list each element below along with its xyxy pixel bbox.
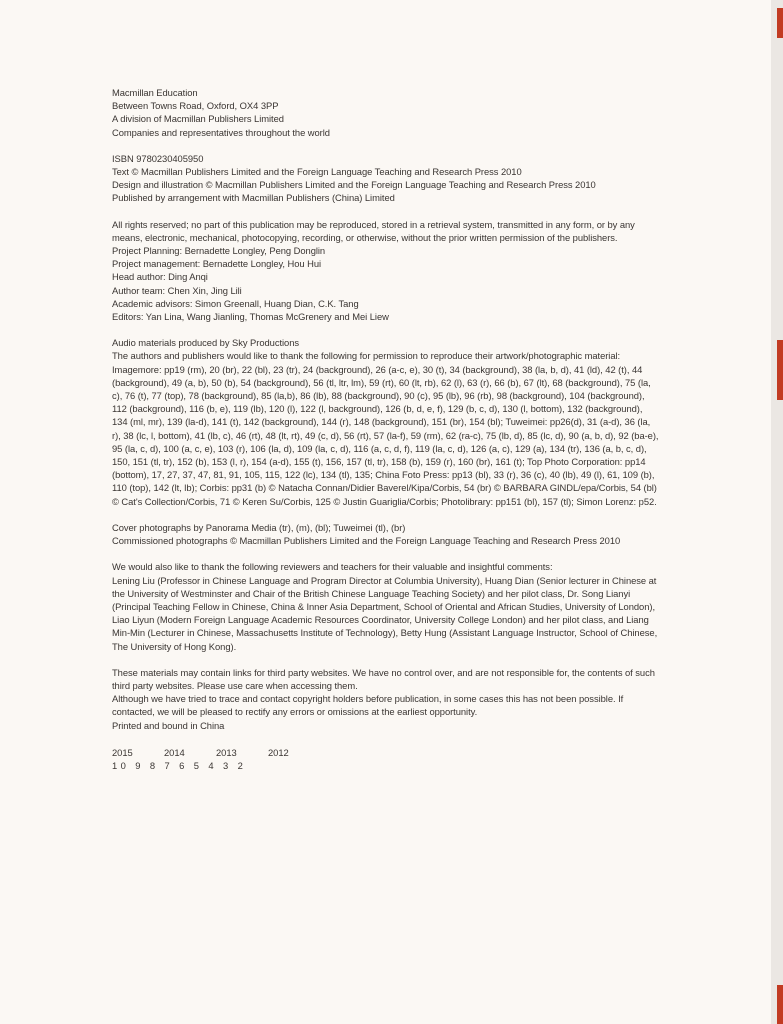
copyright-line: Text © Macmillan Publishers Limited and the Foreign Language Teaching and Research Press 2010	[112, 166, 522, 178]
publisher-line: Companies and representatives throughout the world	[112, 126, 330, 138]
credits-block	[112, 244, 660, 323]
credit-line: Author team: Chen Xin, Jing Lili	[112, 284, 242, 296]
copyright-page	[112, 86, 660, 772]
audio-credit: Audio materials produced by Sky Productions	[112, 337, 300, 349]
edge-tab-middle	[777, 340, 783, 400]
page-edge	[771, 0, 783, 1024]
copyright-line: Design and illustration © Macmillan Publishers Limited and the Foreign Language Teaching and Research Press 2010	[112, 179, 596, 191]
reviewers-intro: We would also like to thank the following reviewers and teachers for their valuable and insightful comments:	[112, 561, 553, 573]
photo-credits: Imagemore: pp19 (rm), 20 (br), 22 (bl), 23 (tr), 24 (background), 26 (a-c, e), 30 (t), 34 (background), 38 (la, b, d), 41 (ld), 42 (t), 44 (background), 49 (a, b), 50 (b), 54 (background), 56 (tl, ltr, lm), 59 (rt), 60 (lt, rb), 62 (l), 63 (r), 66 (b), 67 (lt), 68 (background), 75 (la, c), 76 (t), 77 (top), 78 (background), 85 (la,b), 86 (lb), 88 (background), 90 (c), 95 (lb), 96 (rb), 98 (background), 104 (background), 112 (background), 116 (b, e), 119 (lb), 120 (l), 122 (l, background), 126 (b, d, e, f), 129 (b, c, d), 130 (l, bottom), 132 (background), 134 (ml, mr), 139 (la-d), 141 (t), 142 (background), 144 (r), 148 (background), 151 (br), 154 (bl); Tuweimei: pp26(d), 31 (a-d), 36 (la, r), 38 (lc, l, bottom), 41 (lb, c), 46 (rt), 48 (lt, rt), 49 (c, d), 56 (rt), 57 (la-f), 59 (rm), 62 (ra-c), 75 (lb, d), 85 (lc, d), 90 (a, b, d), 92 (ba-e), 95 (la, c, d), 100 (a, c, e), 103 (r), 106 (la, d), 109 (la, c, d), 116 (a, c, d, f), 119 (la, c, d), 126 (a, c), 129 (a), 134 (tr), 136 (a, b, c, d), 150, 151 (tl, tr), 152 (b), 153 (l, r), 154 (a-d), 155 (t), 156, 157 (tl, tr), 158 (b), 159 (r), 160 (br), 161 (t); Top Photo Corporation: pp14 (bottom), 17, 27, 37, 47, 81, 91, 105, 115, 122 (lc), 134 (tl), 135; China Foto Press: pp13 (bl), 33 (r), 36 (c), 40 (lb), 49 (l), 61, 109 (b), 110 (top), 142 (lt, lb); Corbis: pp31 (b) © Natacha Connan/Didier Baverel/Kipa/Corbis, 54 (br) © BARBARA GINDL/epa/Corbis, 54 (bl) © Cat's Collection/Corbis, 71 © Keren Su/Corbis, 125 © Justin Guariglia/Corbis; Photolibrary: pp151 (bl), 157 (tl); Simon Lorenz: p52.	[112, 363, 659, 507]
credit-line: Editors: Yan Lina, Wang Jianling, Thomas McGrenery and Mei Liew	[112, 311, 389, 323]
year: 2012	[268, 746, 289, 758]
publisher-line: A division of Macmillan Publishers Limited	[112, 113, 284, 125]
credit-line: Project Planning: Bernadette Longley, Peng Donglin	[112, 245, 326, 257]
credit-line: Project management: Bernadette Longley, Hou Hui	[112, 258, 322, 270]
rights-statement: All rights reserved; no part of this publication may be reproduced, stored in a retrieval system, transmitted in any form, or by any means, electronic, mechanical, photocopying, recording, or otherwise, without the prior written permission of the publishers.	[112, 218, 635, 243]
copyright-line: Published by arrangement with Macmillan Publishers (China) Limited	[112, 192, 395, 204]
print-years	[112, 746, 660, 759]
publisher-block	[112, 86, 660, 139]
year: 2015	[112, 746, 133, 758]
publisher-line: Between Towns Road, Oxford, OX4 3PP	[112, 100, 279, 112]
year: 2014	[164, 746, 185, 758]
impression-line: 10 9 8 7 6 5 4 3 2	[112, 759, 247, 771]
publisher-line: Macmillan Education	[112, 87, 198, 98]
thanks-intro: The authors and publishers would like to thank the following for permission to reproduce their artwork/photographic material:	[112, 350, 621, 362]
cover-line: Cover photographs by Panorama Media (tr), (m), (bl); Tuweimei (tl), (br)	[112, 521, 406, 533]
isbn: ISBN 9780230405950	[112, 152, 204, 164]
cover-credits-block	[112, 521, 660, 547]
printed-in: Printed and bound in China	[112, 719, 225, 731]
edge-tab-bottom	[777, 985, 783, 1024]
credit-line: Academic advisors: Simon Greenall, Huang Dian, C.K. Tang	[112, 297, 359, 309]
credit-line: Head author: Ding Anqi	[112, 271, 208, 283]
cover-line: Commissioned photographs © Macmillan Publishers Limited and the Foreign Language Teaching and Research Press 2010	[112, 535, 621, 547]
edge-tab-top	[777, 8, 783, 38]
photo-credits-block	[112, 349, 660, 507]
reviewer-list: Lening Liu (Professor in Chinese Language and Program Director at Columbia University), Huang Dian (Senior lecturer in Chinese at the University of Westminster and Chair of the British Chinese Language Teaching Society) and her pilot class, Dr. Song Lianyi (Principal Teaching Fellow in Chinese, China & Inner Asia Department, School of Oriental and African Studies, University of London), Liao Liyun (Modern Foreign Language Academic Resources Coordinator, University College London) and her pilot class, and Liang Min-Min (Lecturer in Chinese, Massachusetts Institute of Technology), Betty Hung (Assistant Language Instructor, School of Chinese, The University of Hong Kong).	[112, 574, 658, 652]
year: 2013	[216, 746, 237, 758]
reviewers-block	[112, 560, 660, 652]
trace-statement: Although we have tried to trace and contact copyright holders before publication, in some cases this has not been possible. If contacted, we will be pleased to rectify any errors or omissions at the earliest opportunity.	[112, 693, 624, 718]
copyright-block	[112, 165, 660, 205]
links-disclaimer: These materials may contain links for third party websites. We have no control over, and are not responsible for, the contents of such third party websites. Please use care when accessing them.	[112, 666, 655, 691]
